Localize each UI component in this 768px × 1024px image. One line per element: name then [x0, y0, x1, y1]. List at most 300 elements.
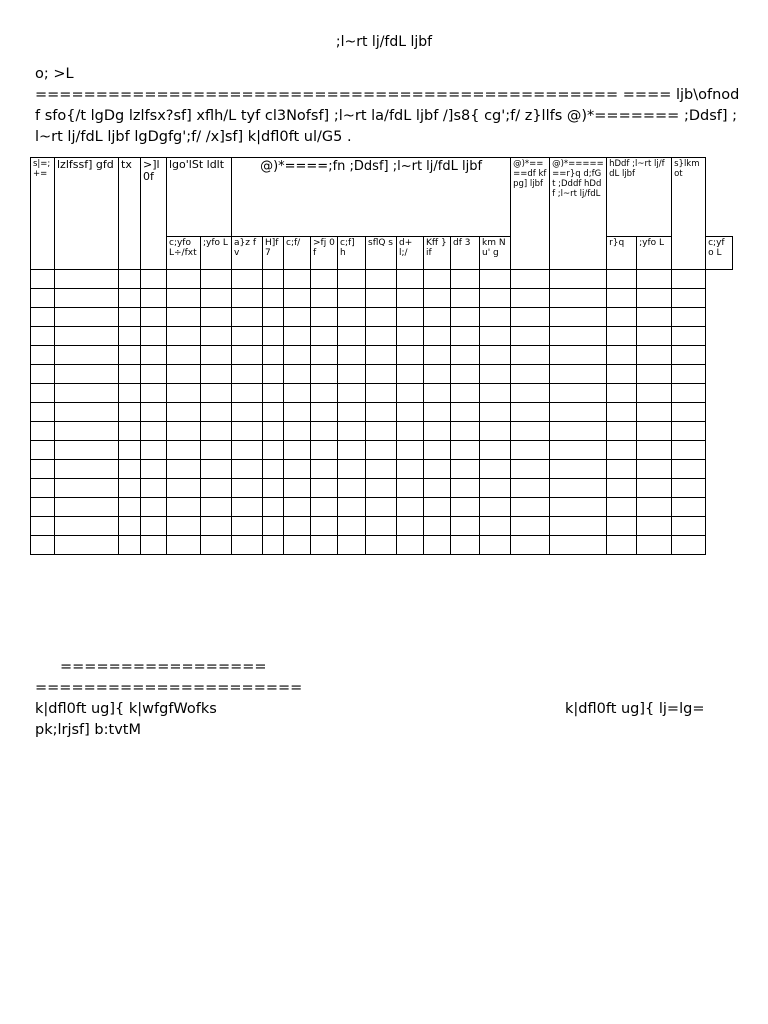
- table-cell[interactable]: [480, 270, 511, 289]
- table-cell[interactable]: [480, 308, 511, 327]
- table-cell[interactable]: [119, 270, 141, 289]
- table-cell[interactable]: [119, 517, 141, 536]
- table-cell[interactable]: [201, 365, 232, 384]
- table-cell[interactable]: [480, 403, 511, 422]
- table-cell[interactable]: [338, 422, 366, 441]
- table-cell[interactable]: [451, 384, 480, 403]
- table-cell[interactable]: [338, 346, 366, 365]
- table-cell[interactable]: [338, 479, 366, 498]
- table-cell[interactable]: [284, 422, 311, 441]
- table-cell[interactable]: [141, 327, 167, 346]
- table-cell[interactable]: [451, 308, 480, 327]
- table-cell[interactable]: [480, 422, 511, 441]
- table-cell[interactable]: [607, 441, 637, 460]
- table-cell[interactable]: [232, 422, 263, 441]
- table-cell[interactable]: [511, 384, 550, 403]
- table-cell[interactable]: [397, 270, 424, 289]
- table-cell[interactable]: [263, 498, 284, 517]
- table-cell[interactable]: [338, 327, 366, 346]
- table-cell[interactable]: [451, 289, 480, 308]
- table-cell[interactable]: [141, 517, 167, 536]
- table-cell[interactable]: [55, 308, 119, 327]
- table-cell[interactable]: [284, 289, 311, 308]
- table-cell[interactable]: [31, 365, 55, 384]
- table-cell[interactable]: [607, 308, 637, 327]
- table-cell[interactable]: [366, 289, 397, 308]
- table-cell[interactable]: [201, 403, 232, 422]
- table-cell[interactable]: [284, 346, 311, 365]
- table-cell[interactable]: [311, 365, 338, 384]
- table-cell[interactable]: [31, 289, 55, 308]
- table-cell[interactable]: [480, 536, 511, 555]
- table-cell[interactable]: [232, 289, 263, 308]
- table-cell[interactable]: [263, 346, 284, 365]
- table-cell[interactable]: [232, 327, 263, 346]
- table-cell[interactable]: [201, 308, 232, 327]
- table-cell[interactable]: [397, 365, 424, 384]
- table-cell[interactable]: [119, 289, 141, 308]
- table-cell[interactable]: [637, 479, 672, 498]
- table-cell[interactable]: [366, 441, 397, 460]
- table-cell[interactable]: [311, 346, 338, 365]
- table-cell[interactable]: [637, 422, 672, 441]
- table-cell[interactable]: [424, 536, 451, 555]
- table-cell[interactable]: [637, 441, 672, 460]
- table-cell[interactable]: [672, 346, 706, 365]
- table-cell[interactable]: [311, 384, 338, 403]
- table-cell[interactable]: [119, 498, 141, 517]
- table-cell[interactable]: [284, 327, 311, 346]
- table-cell[interactable]: [366, 327, 397, 346]
- table-cell[interactable]: [55, 460, 119, 479]
- table-cell[interactable]: [607, 479, 637, 498]
- table-cell[interactable]: [284, 479, 311, 498]
- table-cell[interactable]: [480, 460, 511, 479]
- table-cell[interactable]: [338, 308, 366, 327]
- table-cell[interactable]: [119, 327, 141, 346]
- table-cell[interactable]: [397, 346, 424, 365]
- table-cell[interactable]: [480, 441, 511, 460]
- table-cell[interactable]: [201, 441, 232, 460]
- table-cell[interactable]: [366, 308, 397, 327]
- table-cell[interactable]: [263, 460, 284, 479]
- table-cell[interactable]: [232, 403, 263, 422]
- table-cell[interactable]: [55, 327, 119, 346]
- table-cell[interactable]: [31, 422, 55, 441]
- table-cell[interactable]: [550, 365, 607, 384]
- table-cell[interactable]: [451, 441, 480, 460]
- table-cell[interactable]: [141, 308, 167, 327]
- table-cell[interactable]: [55, 346, 119, 365]
- table-cell[interactable]: [637, 270, 672, 289]
- table-cell[interactable]: [31, 517, 55, 536]
- table-cell[interactable]: [201, 536, 232, 555]
- table-cell[interactable]: [263, 270, 284, 289]
- table-cell[interactable]: [672, 460, 706, 479]
- table-cell[interactable]: [550, 270, 607, 289]
- table-cell[interactable]: [451, 517, 480, 536]
- table-cell[interactable]: [167, 441, 201, 460]
- table-cell[interactable]: [397, 384, 424, 403]
- table-cell[interactable]: [55, 270, 119, 289]
- table-cell[interactable]: [480, 479, 511, 498]
- table-cell[interactable]: [424, 517, 451, 536]
- table-cell[interactable]: [232, 441, 263, 460]
- table-cell[interactable]: [550, 289, 607, 308]
- table-cell[interactable]: [511, 346, 550, 365]
- table-cell[interactable]: [55, 384, 119, 403]
- table-cell[interactable]: [511, 517, 550, 536]
- table-cell[interactable]: [55, 403, 119, 422]
- table-cell[interactable]: [550, 422, 607, 441]
- table-cell[interactable]: [167, 346, 201, 365]
- table-cell[interactable]: [55, 441, 119, 460]
- table-cell[interactable]: [550, 403, 607, 422]
- table-cell[interactable]: [480, 498, 511, 517]
- table-cell[interactable]: [637, 460, 672, 479]
- table-cell[interactable]: [480, 384, 511, 403]
- table-cell[interactable]: [119, 346, 141, 365]
- table-cell[interactable]: [284, 498, 311, 517]
- table-cell[interactable]: [31, 498, 55, 517]
- table-cell[interactable]: [397, 403, 424, 422]
- table-cell[interactable]: [31, 441, 55, 460]
- table-cell[interactable]: [232, 270, 263, 289]
- table-cell[interactable]: [550, 441, 607, 460]
- table-cell[interactable]: [397, 498, 424, 517]
- table-cell[interactable]: [672, 270, 706, 289]
- table-cell[interactable]: [119, 422, 141, 441]
- table-cell[interactable]: [141, 384, 167, 403]
- table-cell[interactable]: [141, 498, 167, 517]
- table-cell[interactable]: [451, 403, 480, 422]
- table-cell[interactable]: [672, 308, 706, 327]
- table-cell[interactable]: [480, 327, 511, 346]
- table-cell[interactable]: [167, 517, 201, 536]
- table-cell[interactable]: [232, 479, 263, 498]
- table-cell[interactable]: [141, 536, 167, 555]
- table-cell[interactable]: [607, 403, 637, 422]
- table-cell[interactable]: [511, 441, 550, 460]
- table-cell[interactable]: [284, 270, 311, 289]
- table-cell[interactable]: [201, 384, 232, 403]
- table-cell[interactable]: [232, 498, 263, 517]
- table-cell[interactable]: [424, 384, 451, 403]
- table-cell[interactable]: [511, 289, 550, 308]
- table-cell[interactable]: [511, 422, 550, 441]
- table-cell[interactable]: [366, 346, 397, 365]
- table-cell[interactable]: [338, 517, 366, 536]
- table-cell[interactable]: [119, 308, 141, 327]
- table-cell[interactable]: [397, 441, 424, 460]
- table-cell[interactable]: [480, 346, 511, 365]
- table-cell[interactable]: [232, 308, 263, 327]
- table-cell[interactable]: [366, 270, 397, 289]
- table-cell[interactable]: [511, 498, 550, 517]
- table-cell[interactable]: [311, 327, 338, 346]
- table-cell[interactable]: [607, 270, 637, 289]
- table-cell[interactable]: [451, 327, 480, 346]
- table-cell[interactable]: [263, 422, 284, 441]
- table-cell[interactable]: [637, 536, 672, 555]
- table-cell[interactable]: [637, 498, 672, 517]
- table-cell[interactable]: [338, 498, 366, 517]
- table-cell[interactable]: [607, 289, 637, 308]
- table-cell[interactable]: [338, 441, 366, 460]
- table-cell[interactable]: [141, 403, 167, 422]
- table-cell[interactable]: [263, 289, 284, 308]
- table-cell[interactable]: [607, 384, 637, 403]
- table-cell[interactable]: [141, 422, 167, 441]
- table-cell[interactable]: [637, 517, 672, 536]
- table-cell[interactable]: [424, 365, 451, 384]
- table-cell[interactable]: [550, 460, 607, 479]
- table-cell[interactable]: [672, 327, 706, 346]
- table-cell[interactable]: [550, 384, 607, 403]
- table-cell[interactable]: [451, 498, 480, 517]
- table-cell[interactable]: [263, 517, 284, 536]
- table-cell[interactable]: [366, 536, 397, 555]
- table-cell[interactable]: [201, 422, 232, 441]
- table-cell[interactable]: [201, 270, 232, 289]
- table-cell[interactable]: [511, 270, 550, 289]
- table-cell[interactable]: [451, 346, 480, 365]
- table-cell[interactable]: [366, 479, 397, 498]
- table-cell[interactable]: [201, 498, 232, 517]
- table-cell[interactable]: [119, 441, 141, 460]
- table-cell[interactable]: [201, 460, 232, 479]
- table-cell[interactable]: [141, 441, 167, 460]
- table-cell[interactable]: [167, 536, 201, 555]
- table-cell[interactable]: [424, 479, 451, 498]
- table-cell[interactable]: [511, 308, 550, 327]
- table-cell[interactable]: [511, 403, 550, 422]
- table-cell[interactable]: [31, 346, 55, 365]
- table-cell[interactable]: [366, 498, 397, 517]
- table-cell[interactable]: [480, 517, 511, 536]
- table-cell[interactable]: [338, 460, 366, 479]
- table-cell[interactable]: [311, 441, 338, 460]
- table-cell[interactable]: [672, 384, 706, 403]
- table-cell[interactable]: [167, 479, 201, 498]
- table-cell[interactable]: [338, 365, 366, 384]
- table-cell[interactable]: [167, 422, 201, 441]
- table-cell[interactable]: [141, 289, 167, 308]
- table-cell[interactable]: [607, 536, 637, 555]
- table-cell[interactable]: [424, 403, 451, 422]
- table-cell[interactable]: [55, 517, 119, 536]
- table-cell[interactable]: [284, 460, 311, 479]
- table-cell[interactable]: [232, 460, 263, 479]
- table-cell[interactable]: [511, 479, 550, 498]
- table-cell[interactable]: [637, 403, 672, 422]
- table-cell[interactable]: [366, 517, 397, 536]
- table-cell[interactable]: [311, 403, 338, 422]
- table-cell[interactable]: [672, 365, 706, 384]
- table-cell[interactable]: [201, 289, 232, 308]
- table-cell[interactable]: [31, 479, 55, 498]
- table-cell[interactable]: [284, 384, 311, 403]
- table-cell[interactable]: [397, 422, 424, 441]
- table-cell[interactable]: [31, 327, 55, 346]
- table-cell[interactable]: [480, 289, 511, 308]
- table-cell[interactable]: [141, 460, 167, 479]
- table-cell[interactable]: [263, 536, 284, 555]
- table-cell[interactable]: [31, 536, 55, 555]
- table-cell[interactable]: [263, 365, 284, 384]
- table-cell[interactable]: [119, 479, 141, 498]
- table-cell[interactable]: [397, 327, 424, 346]
- table-cell[interactable]: [637, 289, 672, 308]
- table-cell[interactable]: [550, 327, 607, 346]
- table-cell[interactable]: [550, 479, 607, 498]
- table-cell[interactable]: [397, 289, 424, 308]
- table-cell[interactable]: [232, 365, 263, 384]
- table-cell[interactable]: [607, 346, 637, 365]
- table-cell[interactable]: [397, 479, 424, 498]
- table-cell[interactable]: [511, 327, 550, 346]
- table-cell[interactable]: [397, 460, 424, 479]
- table-cell[interactable]: [424, 441, 451, 460]
- table-cell[interactable]: [672, 479, 706, 498]
- table-cell[interactable]: [167, 327, 201, 346]
- table-cell[interactable]: [31, 460, 55, 479]
- table-cell[interactable]: [55, 498, 119, 517]
- table-cell[interactable]: [284, 365, 311, 384]
- table-cell[interactable]: [167, 365, 201, 384]
- table-cell[interactable]: [119, 365, 141, 384]
- table-cell[interactable]: [637, 308, 672, 327]
- table-cell[interactable]: [167, 289, 201, 308]
- table-cell[interactable]: [119, 460, 141, 479]
- table-cell[interactable]: [55, 289, 119, 308]
- table-cell[interactable]: [451, 270, 480, 289]
- table-cell[interactable]: [167, 308, 201, 327]
- table-cell[interactable]: [366, 365, 397, 384]
- table-cell[interactable]: [311, 270, 338, 289]
- table-cell[interactable]: [167, 498, 201, 517]
- table-cell[interactable]: [232, 384, 263, 403]
- table-cell[interactable]: [263, 308, 284, 327]
- table-cell[interactable]: [607, 517, 637, 536]
- table-cell[interactable]: [550, 536, 607, 555]
- table-cell[interactable]: [31, 308, 55, 327]
- table-cell[interactable]: [424, 460, 451, 479]
- table-cell[interactable]: [511, 536, 550, 555]
- table-cell[interactable]: [366, 384, 397, 403]
- table-cell[interactable]: [451, 460, 480, 479]
- table-cell[interactable]: [311, 536, 338, 555]
- table-cell[interactable]: [141, 479, 167, 498]
- table-cell[interactable]: [672, 403, 706, 422]
- table-cell[interactable]: [141, 346, 167, 365]
- table-cell[interactable]: [672, 441, 706, 460]
- table-cell[interactable]: [424, 289, 451, 308]
- table-cell[interactable]: [338, 536, 366, 555]
- table-cell[interactable]: [311, 517, 338, 536]
- table-cell[interactable]: [424, 422, 451, 441]
- table-cell[interactable]: [263, 441, 284, 460]
- table-cell[interactable]: [201, 517, 232, 536]
- table-cell[interactable]: [637, 346, 672, 365]
- table-cell[interactable]: [284, 441, 311, 460]
- table-cell[interactable]: [201, 346, 232, 365]
- table-cell[interactable]: [201, 479, 232, 498]
- table-cell[interactable]: [31, 403, 55, 422]
- table-cell[interactable]: [232, 346, 263, 365]
- table-cell[interactable]: [480, 365, 511, 384]
- table-cell[interactable]: [366, 460, 397, 479]
- table-cell[interactable]: [550, 308, 607, 327]
- table-cell[interactable]: [637, 327, 672, 346]
- table-cell[interactable]: [424, 308, 451, 327]
- table-cell[interactable]: [55, 422, 119, 441]
- table-cell[interactable]: [637, 384, 672, 403]
- table-cell[interactable]: [451, 536, 480, 555]
- table-cell[interactable]: [338, 403, 366, 422]
- table-cell[interactable]: [672, 422, 706, 441]
- table-cell[interactable]: [311, 422, 338, 441]
- table-cell[interactable]: [550, 346, 607, 365]
- table-cell[interactable]: [550, 517, 607, 536]
- table-cell[interactable]: [119, 536, 141, 555]
- table-cell[interactable]: [232, 517, 263, 536]
- table-cell[interactable]: [672, 498, 706, 517]
- table-cell[interactable]: [607, 365, 637, 384]
- table-cell[interactable]: [167, 384, 201, 403]
- table-cell[interactable]: [424, 327, 451, 346]
- table-cell[interactable]: [550, 498, 607, 517]
- table-cell[interactable]: [201, 327, 232, 346]
- table-cell[interactable]: [284, 517, 311, 536]
- table-cell[interactable]: [338, 270, 366, 289]
- table-cell[interactable]: [397, 308, 424, 327]
- table-cell[interactable]: [451, 422, 480, 441]
- table-cell[interactable]: [232, 536, 263, 555]
- table-cell[interactable]: [424, 498, 451, 517]
- table-cell[interactable]: [119, 384, 141, 403]
- table-cell[interactable]: [31, 270, 55, 289]
- table-cell[interactable]: [397, 517, 424, 536]
- table-cell[interactable]: [607, 327, 637, 346]
- table-cell[interactable]: [263, 327, 284, 346]
- table-cell[interactable]: [55, 365, 119, 384]
- table-cell[interactable]: [311, 479, 338, 498]
- table-cell[interactable]: [141, 365, 167, 384]
- table-cell[interactable]: [451, 365, 480, 384]
- table-cell[interactable]: [311, 460, 338, 479]
- table-cell[interactable]: [511, 460, 550, 479]
- table-cell[interactable]: [366, 422, 397, 441]
- table-cell[interactable]: [607, 460, 637, 479]
- table-cell[interactable]: [424, 346, 451, 365]
- table-cell[interactable]: [397, 536, 424, 555]
- table-cell[interactable]: [311, 289, 338, 308]
- table-cell[interactable]: [141, 270, 167, 289]
- table-cell[interactable]: [263, 384, 284, 403]
- table-cell[interactable]: [167, 460, 201, 479]
- table-cell[interactable]: [366, 403, 397, 422]
- table-cell[interactable]: [167, 403, 201, 422]
- table-cell[interactable]: [284, 308, 311, 327]
- table-cell[interactable]: [263, 403, 284, 422]
- table-cell[interactable]: [31, 384, 55, 403]
- table-cell[interactable]: [284, 403, 311, 422]
- table-cell[interactable]: [511, 365, 550, 384]
- table-cell[interactable]: [637, 365, 672, 384]
- table-cell[interactable]: [311, 498, 338, 517]
- table-cell[interactable]: [167, 270, 201, 289]
